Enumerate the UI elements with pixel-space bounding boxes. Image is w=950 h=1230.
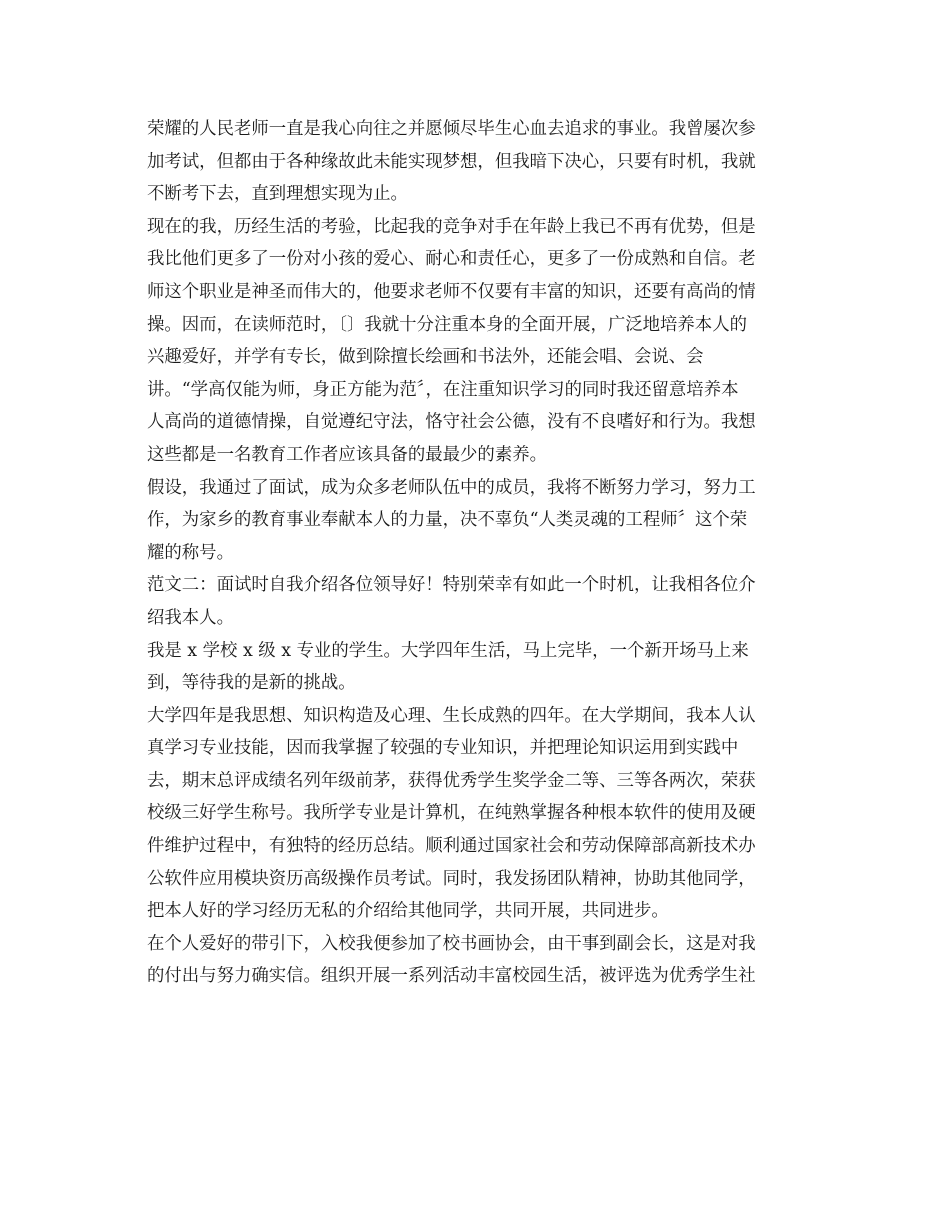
text-line: 把本人好的学习经历无私的介绍给其他同学，共同开展，共同进步。: [147, 901, 669, 922]
text-line: 耀的称号。: [147, 542, 234, 563]
text-line: 兴趣爱好，并学有专长，做到除擅长绘画和书法外，还能会唱、会说、会: [147, 347, 704, 368]
text-line: 的付出与努力确实信。组织开展一系列活动丰富校园生活，被评选为优秀学生社: [147, 966, 756, 987]
text-line: 假设，我通过了面试，成为众多老师队伍中的成员，我将不断努力学习，努力工: [147, 477, 756, 498]
text-line: 绍我本人。: [147, 607, 234, 628]
text-line: 范文二：面试时自我介绍各位领导好！特别荣幸有如此一个时机，让我相各位介: [147, 575, 756, 596]
text-line: 真学习专业技能，因而我掌握了较强的专业知识，并把理论知识运用到实践中: [147, 738, 739, 759]
text-line: 大学四年是我思想、知识构造及心理、生长成熟的四年。在大学期间，我本人认: [147, 705, 756, 726]
text-line: 我比他们更多了一份对小孩的爱心、耐心和责任心，更多了一份成熟和自信。老: [147, 249, 756, 270]
text-line: 我是 x 学校 x 级 x 专业的学生。大学四年生活，马上完毕，一个新开场马上来: [147, 640, 749, 661]
text-line: 件维护过程中，有独特的经历总结。顺利通过国家社会和劳动保障部高新技术办: [147, 836, 756, 857]
text-line: 讲。“学高仅能为师，身正方能为范〞，在注重知识学习的同时我还留意培养本: [147, 379, 739, 400]
text-line: 这些都是一名教育工作者应该具备的最最少的素养。: [147, 444, 547, 465]
text-line: 公软件应用模块资历高级操作员考试。同时，我发扬团队精神，协助其他同学，: [147, 868, 756, 889]
text-line: 师这个职业是神圣而伟大的，他要求老师不仅要有丰富的知识，还要有高尚的情: [147, 281, 756, 302]
text-line: 荣耀的人民老师一直是我心向往之并愿倾尽毕生心血去追求的事业。我曾屡次参: [147, 119, 756, 139]
text-line: 人高尚的道德情操，自觉遵纪守法，恪守社会公德，没有不良嗜好和行为。我想: [147, 412, 756, 433]
text-line: 去，期末总评成绩名列年级前茅，获得优秀学生奖学金二等、三等各两次，荣获: [147, 770, 756, 791]
text-line: 操。因而，在读师范时，〔〕我就十分注重本身的全面开展，广泛地培养本人的: [147, 314, 747, 335]
text-line: 到，等待我的是新的挑战。: [147, 673, 356, 694]
text-line: 现在的我，历经生活的考验，比起我的竞争对手在年龄上我已不再有优势，但是: [147, 216, 756, 237]
text-line: 作，为家乡的教育事业奉献本人的力量，决不辜负“人类灵魂的工程师〞这个荣: [147, 510, 748, 531]
text-line: 不断考下去，直到理想实现为止。: [147, 184, 408, 205]
text-line: 校级三好学生称号。我所学专业是计算机，在纯熟掌握各种根本软件的使用及硬: [147, 803, 756, 824]
text-line: 在个人爱好的带引下，入校我便参加了校书画协会，由干事到副会长，这是对我: [147, 933, 756, 954]
text-line: 加考试，但都由于各种缘故此未能实现梦想，但我暗下决心，只要有时机，我就: [147, 151, 756, 172]
document-body: [147, 113, 807, 993]
